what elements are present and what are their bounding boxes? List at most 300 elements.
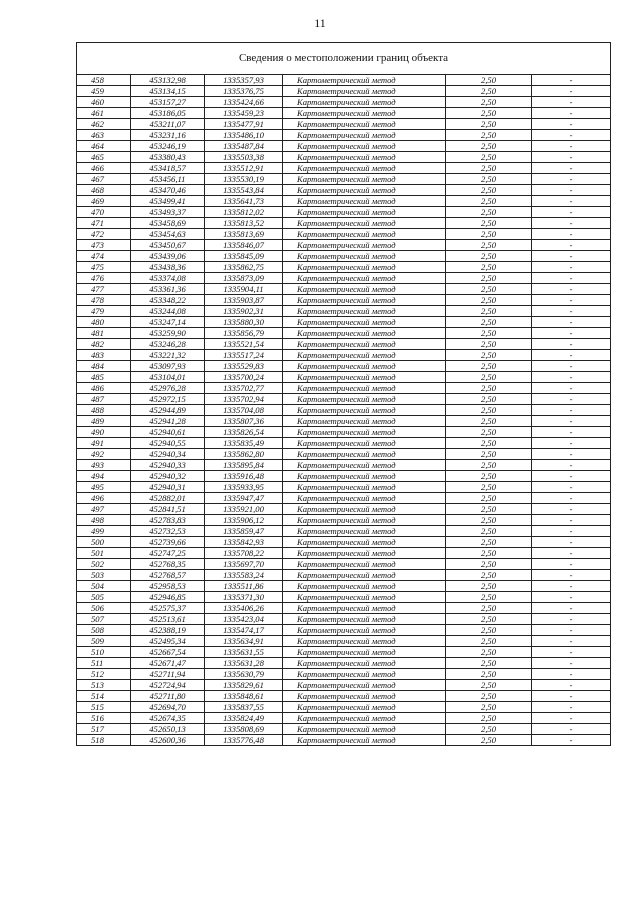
method-cell: Картометрический метод xyxy=(283,702,446,713)
x-coordinate-cell: 452768,57 xyxy=(131,570,205,581)
y-coordinate-cell: 1335895,84 xyxy=(205,460,283,471)
x-coordinate-cell: 452940,34 xyxy=(131,449,205,460)
point-number-cell: 469 xyxy=(77,196,131,207)
method-cell: Картометрический метод xyxy=(283,537,446,548)
precision-cell: 2,50 xyxy=(446,460,532,471)
method-cell: Картометрический метод xyxy=(283,647,446,658)
precision-cell: 2,50 xyxy=(446,284,532,295)
point-number-cell: 512 xyxy=(77,669,131,680)
x-coordinate-cell: 453104,01 xyxy=(131,372,205,383)
x-coordinate-cell: 453211,07 xyxy=(131,119,205,130)
description-cell: - xyxy=(532,394,611,405)
point-number-cell: 504 xyxy=(77,581,131,592)
x-coordinate-cell: 452940,32 xyxy=(131,471,205,482)
precision-cell: 2,50 xyxy=(446,207,532,218)
x-coordinate-cell: 453246,28 xyxy=(131,339,205,350)
precision-cell: 2,50 xyxy=(446,218,532,229)
table-row xyxy=(77,229,611,240)
precision-cell: 2,50 xyxy=(446,713,532,724)
y-coordinate-cell: 1335634,91 xyxy=(205,636,283,647)
point-number-cell: 487 xyxy=(77,394,131,405)
method-cell: Картометрический метод xyxy=(283,405,446,416)
table-row xyxy=(77,306,611,317)
description-cell: - xyxy=(532,482,611,493)
y-coordinate-cell: 1335859,47 xyxy=(205,526,283,537)
point-number-cell: 485 xyxy=(77,372,131,383)
point-number-cell: 510 xyxy=(77,647,131,658)
x-coordinate-cell: 453259,90 xyxy=(131,328,205,339)
table-row xyxy=(77,394,611,405)
y-coordinate-cell: 1335808,69 xyxy=(205,724,283,735)
method-cell: Картометрический метод xyxy=(283,680,446,691)
precision-cell: 2,50 xyxy=(446,625,532,636)
method-cell: Картометрический метод xyxy=(283,735,446,746)
table-row xyxy=(77,724,611,735)
y-coordinate-cell: 1335371,30 xyxy=(205,592,283,603)
precision-cell: 2,50 xyxy=(446,350,532,361)
precision-cell: 2,50 xyxy=(446,163,532,174)
x-coordinate-cell: 453458,69 xyxy=(131,218,205,229)
y-coordinate-cell: 1335503,38 xyxy=(205,152,283,163)
y-coordinate-cell: 1335459,23 xyxy=(205,108,283,119)
y-coordinate-cell: 1335702,77 xyxy=(205,383,283,394)
point-number-cell: 496 xyxy=(77,493,131,504)
method-cell: Картометрический метод xyxy=(283,339,446,350)
x-coordinate-cell: 452783,83 xyxy=(131,515,205,526)
precision-cell: 2,50 xyxy=(446,537,532,548)
precision-cell: 2,50 xyxy=(446,295,532,306)
method-cell: Картометрический метод xyxy=(283,240,446,251)
point-number-cell: 488 xyxy=(77,405,131,416)
x-coordinate-cell: 453231,16 xyxy=(131,130,205,141)
description-cell: - xyxy=(532,526,611,537)
precision-cell: 2,50 xyxy=(446,196,532,207)
description-cell: - xyxy=(532,262,611,273)
table-row xyxy=(77,119,611,130)
y-coordinate-cell: 1335862,75 xyxy=(205,262,283,273)
y-coordinate-cell: 1335697,70 xyxy=(205,559,283,570)
y-coordinate-cell: 1335845,09 xyxy=(205,251,283,262)
point-number-cell: 501 xyxy=(77,548,131,559)
precision-cell: 2,50 xyxy=(446,405,532,416)
y-coordinate-cell: 1335873,09 xyxy=(205,273,283,284)
point-number-cell: 499 xyxy=(77,526,131,537)
precision-cell: 2,50 xyxy=(446,306,532,317)
point-number-cell: 494 xyxy=(77,471,131,482)
point-number-cell: 484 xyxy=(77,361,131,372)
y-coordinate-cell: 1335486,10 xyxy=(205,130,283,141)
method-cell: Картометрический метод xyxy=(283,482,446,493)
method-cell: Картометрический метод xyxy=(283,548,446,559)
description-cell: - xyxy=(532,306,611,317)
y-coordinate-cell: 1335902,31 xyxy=(205,306,283,317)
description-cell: - xyxy=(532,130,611,141)
point-number-cell: 505 xyxy=(77,592,131,603)
description-cell: - xyxy=(532,669,611,680)
y-coordinate-cell: 1335807,36 xyxy=(205,416,283,427)
point-number-cell: 514 xyxy=(77,691,131,702)
y-coordinate-cell: 1335947,47 xyxy=(205,493,283,504)
table-row xyxy=(77,108,611,119)
y-coordinate-cell: 1335487,84 xyxy=(205,141,283,152)
method-cell: Картометрический метод xyxy=(283,306,446,317)
method-cell: Картометрический метод xyxy=(283,416,446,427)
method-cell: Картометрический метод xyxy=(283,196,446,207)
x-coordinate-cell: 453157,27 xyxy=(131,97,205,108)
method-cell: Картометрический метод xyxy=(283,141,446,152)
x-coordinate-cell: 453450,67 xyxy=(131,240,205,251)
point-number-cell: 481 xyxy=(77,328,131,339)
point-number-cell: 502 xyxy=(77,559,131,570)
precision-cell: 2,50 xyxy=(446,526,532,537)
precision-cell: 2,50 xyxy=(446,75,532,86)
method-cell: Картометрический метод xyxy=(283,691,446,702)
y-coordinate-cell: 1335906,12 xyxy=(205,515,283,526)
y-coordinate-cell: 1335521,54 xyxy=(205,339,283,350)
description-cell: - xyxy=(532,625,611,636)
method-cell: Картометрический метод xyxy=(283,724,446,735)
x-coordinate-cell: 452941,28 xyxy=(131,416,205,427)
method-cell: Картометрический метод xyxy=(283,471,446,482)
y-coordinate-cell: 1335812,02 xyxy=(205,207,283,218)
y-coordinate-cell: 1335702,94 xyxy=(205,394,283,405)
y-coordinate-cell: 1335904,11 xyxy=(205,284,283,295)
x-coordinate-cell: 452575,37 xyxy=(131,603,205,614)
y-coordinate-cell: 1335862,80 xyxy=(205,449,283,460)
x-coordinate-cell: 452674,35 xyxy=(131,713,205,724)
y-coordinate-cell: 1335424,66 xyxy=(205,97,283,108)
table-row xyxy=(77,163,611,174)
precision-cell: 2,50 xyxy=(446,548,532,559)
precision-cell: 2,50 xyxy=(446,273,532,284)
method-cell: Картометрический метод xyxy=(283,163,446,174)
precision-cell: 2,50 xyxy=(446,614,532,625)
description-cell: - xyxy=(532,581,611,592)
y-coordinate-cell: 1335517,24 xyxy=(205,350,283,361)
y-coordinate-cell: 1335921,00 xyxy=(205,504,283,515)
x-coordinate-cell: 452667,54 xyxy=(131,647,205,658)
table-row xyxy=(77,537,611,548)
table-row xyxy=(77,350,611,361)
x-coordinate-cell: 452694,70 xyxy=(131,702,205,713)
y-coordinate-cell: 1335837,55 xyxy=(205,702,283,713)
method-cell: Картометрический метод xyxy=(283,614,446,625)
description-cell: - xyxy=(532,702,611,713)
point-number-cell: 482 xyxy=(77,339,131,350)
description-cell: - xyxy=(532,152,611,163)
table-row xyxy=(77,735,611,746)
method-cell: Картометрический метод xyxy=(283,130,446,141)
description-cell: - xyxy=(532,185,611,196)
method-cell: Картометрический метод xyxy=(283,119,446,130)
description-cell: - xyxy=(532,603,611,614)
table-row xyxy=(77,152,611,163)
y-coordinate-cell: 1335630,79 xyxy=(205,669,283,680)
method-cell: Картометрический метод xyxy=(283,262,446,273)
precision-cell: 2,50 xyxy=(446,647,532,658)
x-coordinate-cell: 453418,57 xyxy=(131,163,205,174)
y-coordinate-cell: 1335512,91 xyxy=(205,163,283,174)
y-coordinate-cell: 1335826,54 xyxy=(205,427,283,438)
method-cell: Картометрический метод xyxy=(283,526,446,537)
y-coordinate-cell: 1335813,69 xyxy=(205,229,283,240)
point-number-cell: 493 xyxy=(77,460,131,471)
table-row xyxy=(77,339,611,350)
description-cell: - xyxy=(532,504,611,515)
precision-cell: 2,50 xyxy=(446,86,532,97)
method-cell: Картометрический метод xyxy=(283,383,446,394)
table-row xyxy=(77,251,611,262)
table-title-row xyxy=(77,43,611,75)
table-row xyxy=(77,240,611,251)
precision-cell: 2,50 xyxy=(446,240,532,251)
precision-cell: 2,50 xyxy=(446,515,532,526)
precision-cell: 2,50 xyxy=(446,229,532,240)
method-cell: Картометрический метод xyxy=(283,317,446,328)
y-coordinate-cell: 1335846,07 xyxy=(205,240,283,251)
method-cell: Картометрический метод xyxy=(283,460,446,471)
description-cell: - xyxy=(532,592,611,603)
y-coordinate-cell: 1335423,04 xyxy=(205,614,283,625)
table-row xyxy=(77,383,611,394)
description-cell: - xyxy=(532,284,611,295)
description-cell: - xyxy=(532,361,611,372)
y-coordinate-cell: 1335848,61 xyxy=(205,691,283,702)
precision-cell: 2,50 xyxy=(446,504,532,515)
table-title: Сведения о местоположении границ объекта xyxy=(77,43,611,75)
description-cell: - xyxy=(532,108,611,119)
method-cell: Картометрический метод xyxy=(283,625,446,636)
point-number-cell: 470 xyxy=(77,207,131,218)
method-cell: Картометрический метод xyxy=(283,394,446,405)
point-number-cell: 513 xyxy=(77,680,131,691)
method-cell: Картометрический метод xyxy=(283,108,446,119)
y-coordinate-cell: 1335511,86 xyxy=(205,581,283,592)
x-coordinate-cell: 453348,22 xyxy=(131,295,205,306)
description-cell: - xyxy=(532,350,611,361)
description-cell: - xyxy=(532,537,611,548)
x-coordinate-cell: 453247,14 xyxy=(131,317,205,328)
point-number-cell: 495 xyxy=(77,482,131,493)
method-cell: Картометрический метод xyxy=(283,438,446,449)
precision-cell: 2,50 xyxy=(446,119,532,130)
precision-cell: 2,50 xyxy=(446,724,532,735)
table-row xyxy=(77,713,611,724)
x-coordinate-cell: 452944,89 xyxy=(131,405,205,416)
y-coordinate-cell: 1335933,95 xyxy=(205,482,283,493)
y-coordinate-cell: 1335829,61 xyxy=(205,680,283,691)
point-number-cell: 508 xyxy=(77,625,131,636)
point-number-cell: 483 xyxy=(77,350,131,361)
description-cell: - xyxy=(532,339,611,350)
description-cell: - xyxy=(532,163,611,174)
table-row xyxy=(77,361,611,372)
description-cell: - xyxy=(532,141,611,152)
table-row xyxy=(77,592,611,603)
y-coordinate-cell: 1335631,28 xyxy=(205,658,283,669)
method-cell: Картометрический метод xyxy=(283,592,446,603)
method-cell: Картометрический метод xyxy=(283,427,446,438)
method-cell: Картометрический метод xyxy=(283,229,446,240)
table-row xyxy=(77,636,611,647)
y-coordinate-cell: 1335842,93 xyxy=(205,537,283,548)
method-cell: Картометрический метод xyxy=(283,97,446,108)
method-cell: Картометрический метод xyxy=(283,75,446,86)
table-row xyxy=(77,702,611,713)
precision-cell: 2,50 xyxy=(446,570,532,581)
method-cell: Картометрический метод xyxy=(283,658,446,669)
description-cell: - xyxy=(532,471,611,482)
method-cell: Картометрический метод xyxy=(283,273,446,284)
x-coordinate-cell: 452882,01 xyxy=(131,493,205,504)
point-number-cell: 479 xyxy=(77,306,131,317)
precision-cell: 2,50 xyxy=(446,559,532,570)
table-row xyxy=(77,559,611,570)
y-coordinate-cell: 1335916,48 xyxy=(205,471,283,482)
x-coordinate-cell: 452940,33 xyxy=(131,460,205,471)
method-cell: Картометрический метод xyxy=(283,581,446,592)
point-number-cell: 497 xyxy=(77,504,131,515)
method-cell: Картометрический метод xyxy=(283,361,446,372)
table-row xyxy=(77,482,611,493)
point-number-cell: 465 xyxy=(77,152,131,163)
point-number-cell: 507 xyxy=(77,614,131,625)
x-coordinate-cell: 453361,36 xyxy=(131,284,205,295)
description-cell: - xyxy=(532,295,611,306)
x-coordinate-cell: 453439,06 xyxy=(131,251,205,262)
y-coordinate-cell: 1335903,87 xyxy=(205,295,283,306)
precision-cell: 2,50 xyxy=(446,680,532,691)
x-coordinate-cell: 453134,15 xyxy=(131,86,205,97)
precision-cell: 2,50 xyxy=(446,581,532,592)
method-cell: Картометрический метод xyxy=(283,559,446,570)
boundary-coordinates-table xyxy=(76,42,611,746)
precision-cell: 2,50 xyxy=(446,130,532,141)
table-row xyxy=(77,471,611,482)
description-cell: - xyxy=(532,86,611,97)
description-cell: - xyxy=(532,636,611,647)
point-number-cell: 492 xyxy=(77,449,131,460)
y-coordinate-cell: 1335477,91 xyxy=(205,119,283,130)
point-number-cell: 509 xyxy=(77,636,131,647)
point-number-cell: 478 xyxy=(77,295,131,306)
description-cell: - xyxy=(532,647,611,658)
point-number-cell: 474 xyxy=(77,251,131,262)
x-coordinate-cell: 452495,34 xyxy=(131,636,205,647)
method-cell: Картометрический метод xyxy=(283,152,446,163)
precision-cell: 2,50 xyxy=(446,669,532,680)
point-number-cell: 463 xyxy=(77,130,131,141)
table-row xyxy=(77,614,611,625)
point-number-cell: 462 xyxy=(77,119,131,130)
y-coordinate-cell: 1335529,83 xyxy=(205,361,283,372)
precision-cell: 2,50 xyxy=(446,372,532,383)
x-coordinate-cell: 452940,61 xyxy=(131,427,205,438)
description-cell: - xyxy=(532,207,611,218)
precision-cell: 2,50 xyxy=(446,262,532,273)
precision-cell: 2,50 xyxy=(446,317,532,328)
method-cell: Картометрический метод xyxy=(283,570,446,581)
description-cell: - xyxy=(532,493,611,504)
y-coordinate-cell: 1335700,24 xyxy=(205,372,283,383)
table-row xyxy=(77,515,611,526)
table-row xyxy=(77,570,611,581)
precision-cell: 2,50 xyxy=(446,482,532,493)
x-coordinate-cell: 452739,66 xyxy=(131,537,205,548)
y-coordinate-cell: 1335357,93 xyxy=(205,75,283,86)
x-coordinate-cell: 452513,61 xyxy=(131,614,205,625)
point-number-cell: 486 xyxy=(77,383,131,394)
description-cell: - xyxy=(532,449,611,460)
method-cell: Картометрический метод xyxy=(283,86,446,97)
x-coordinate-cell: 453132,98 xyxy=(131,75,205,86)
x-coordinate-cell: 452747,25 xyxy=(131,548,205,559)
precision-cell: 2,50 xyxy=(446,383,532,394)
x-coordinate-cell: 452972,15 xyxy=(131,394,205,405)
description-cell: - xyxy=(532,724,611,735)
table-row xyxy=(77,581,611,592)
y-coordinate-cell: 1335543,84 xyxy=(205,185,283,196)
x-coordinate-cell: 452388,19 xyxy=(131,625,205,636)
point-number-cell: 468 xyxy=(77,185,131,196)
point-number-cell: 459 xyxy=(77,86,131,97)
table-row xyxy=(77,273,611,284)
table-row xyxy=(77,647,611,658)
description-cell: - xyxy=(532,383,611,394)
precision-cell: 2,50 xyxy=(446,361,532,372)
x-coordinate-cell: 453454,63 xyxy=(131,229,205,240)
method-cell: Картометрический метод xyxy=(283,185,446,196)
x-coordinate-cell: 453374,08 xyxy=(131,273,205,284)
precision-cell: 2,50 xyxy=(446,97,532,108)
table-row xyxy=(77,130,611,141)
table-row xyxy=(77,427,611,438)
table-row xyxy=(77,328,611,339)
table-row xyxy=(77,603,611,614)
precision-cell: 2,50 xyxy=(446,658,532,669)
method-cell: Картометрический метод xyxy=(283,636,446,647)
description-cell: - xyxy=(532,416,611,427)
x-coordinate-cell: 453456,11 xyxy=(131,174,205,185)
description-cell: - xyxy=(532,570,611,581)
description-cell: - xyxy=(532,273,611,284)
precision-cell: 2,50 xyxy=(446,735,532,746)
x-coordinate-cell: 452671,47 xyxy=(131,658,205,669)
description-cell: - xyxy=(532,251,611,262)
precision-cell: 2,50 xyxy=(446,636,532,647)
table-row xyxy=(77,141,611,152)
description-cell: - xyxy=(532,438,611,449)
table-row xyxy=(77,625,611,636)
x-coordinate-cell: 453221,32 xyxy=(131,350,205,361)
precision-cell: 2,50 xyxy=(446,493,532,504)
description-cell: - xyxy=(532,515,611,526)
point-number-cell: 460 xyxy=(77,97,131,108)
y-coordinate-cell: 1335776,48 xyxy=(205,735,283,746)
point-number-cell: 461 xyxy=(77,108,131,119)
x-coordinate-cell: 453499,41 xyxy=(131,196,205,207)
point-number-cell: 498 xyxy=(77,515,131,526)
point-number-cell: 500 xyxy=(77,537,131,548)
table-row xyxy=(77,658,611,669)
table-row xyxy=(77,680,611,691)
y-coordinate-cell: 1335880,30 xyxy=(205,317,283,328)
point-number-cell: 477 xyxy=(77,284,131,295)
method-cell: Картометрический метод xyxy=(283,328,446,339)
x-coordinate-cell: 452841,51 xyxy=(131,504,205,515)
method-cell: Картометрический метод xyxy=(283,174,446,185)
table-row xyxy=(77,262,611,273)
